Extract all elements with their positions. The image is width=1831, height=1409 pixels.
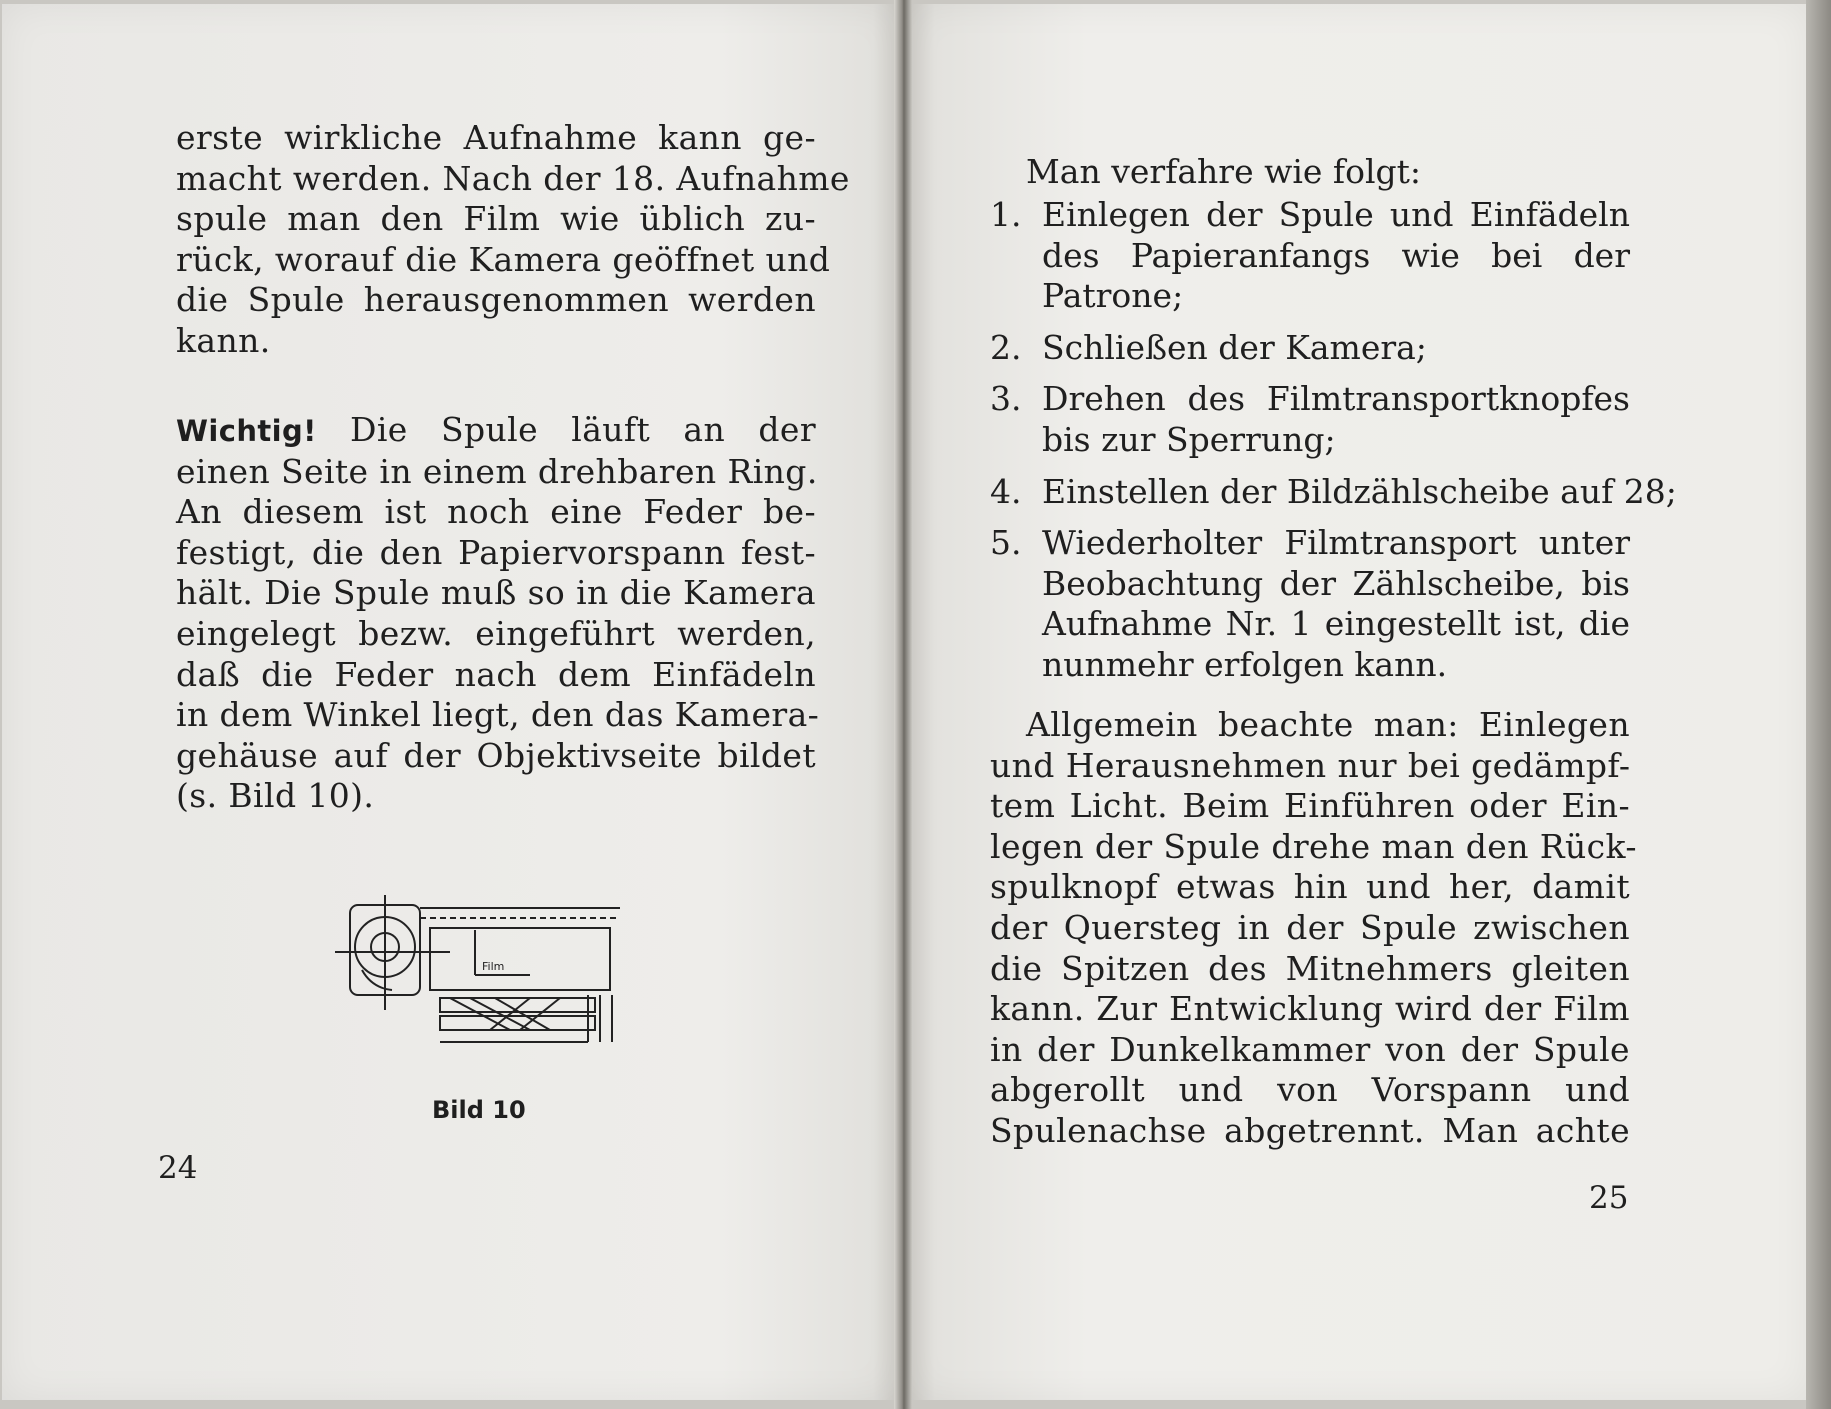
text-line: macht werden. Nach der 18. Aufnahme [176, 158, 850, 198]
wichtig-label: Wichtig! [176, 414, 317, 448]
text-line: Beobachtung der Zählscheibe, bis [1042, 563, 1630, 603]
page-edge [1806, 0, 1831, 1409]
text-line: in der Dunkelkammer von der Spule [990, 1029, 1630, 1069]
text-line: Allgemein beachte man: Einlegen [1026, 705, 1630, 744]
text-line: bis zur Sperrung; [1042, 419, 1336, 459]
text-line: Schließen der Kamera; [1042, 327, 1427, 367]
text-line: Einlegen der Spule und Einfädeln [1042, 195, 1630, 234]
text-line: festigt, die den Papiervorspann fest- [176, 532, 816, 572]
text-line: Aufnahme Nr. 1 eingestellt ist, die [1042, 604, 1630, 644]
text-line: An diesem ist noch eine Feder be- [176, 492, 816, 532]
text-line: spulknopf etwas hin und her, damit [990, 867, 1630, 907]
text-line: daß die Feder nach dem Einfädeln [176, 654, 816, 694]
text-line: kann. [176, 320, 271, 360]
list-number: 5. [990, 523, 1022, 563]
text-line: erste wirkliche Aufnahme kann ge- [176, 118, 816, 157]
text-line: hält. Die Spule muß so in die Kamera [176, 573, 816, 613]
list-item [990, 523, 1630, 685]
list-item [990, 195, 1630, 317]
text-line: Drehen des Filmtransportknopfes [1042, 379, 1630, 419]
figure-label: Film [482, 960, 505, 973]
text-line [176, 410, 816, 452]
text-line: Wiederholter Filmtransport unter [1042, 523, 1630, 563]
list-number: 1. [990, 195, 1022, 234]
left-paragraph-2 [176, 410, 820, 817]
text-line: eingelegt bezw. eingeführt werden, [176, 613, 816, 653]
page-number-right: 25 [1589, 1180, 1629, 1216]
text-line: und Herausnehmen nur bei gedämpf- [990, 745, 1631, 785]
text-line: der Quersteg in der Spule zwischen [990, 907, 1630, 947]
text-line: nunmehr erfolgen kann. [1042, 644, 1448, 684]
text-line: legen der Spule drehe man den Rück- [990, 826, 1637, 866]
list-item [990, 471, 1677, 513]
text-line: (s. Bild 10). [176, 776, 375, 816]
text-line: des Papieranfangs wie bei der [1042, 235, 1630, 275]
spool-diagram [330, 890, 630, 1050]
list-number: 3. [990, 379, 1022, 419]
text-fragment: Die Spule läuft an der [350, 410, 817, 449]
text-line: abgerollt und von Vorspann und [990, 1070, 1630, 1110]
text-line: gehäuse auf der Objektivseite bildet [176, 735, 816, 775]
list-number: 2. [990, 327, 1022, 367]
text-line: Patrone; [1042, 276, 1184, 316]
text-line: kann. Zur Entwicklung wird der Film [990, 989, 1630, 1029]
text-line: spule man den Film wie üblich zu- [176, 199, 816, 239]
page-number-left: 24 [158, 1150, 198, 1186]
text-line: Einstellen der Bildzählscheibe auf 28; [1042, 471, 1677, 511]
text-line: tem Licht. Beim Einführen oder Ein- [990, 786, 1630, 826]
text-line: Spulenachse abgetrennt. Man achte [990, 1110, 1630, 1150]
text-line: in dem Winkel liegt, den das Kamera- [176, 695, 820, 735]
book-gutter [894, 0, 912, 1409]
list-number: 4. [990, 471, 1022, 511]
text-line: die Spule herausgenommen werden [176, 280, 816, 320]
text-line: einen Seite in einem drehbaren Ring. [176, 451, 818, 491]
text-line: die Spitzen des Mitnehmers gleiten [990, 948, 1630, 988]
figure-caption: Bild 10 [432, 1096, 526, 1124]
list-intro: Man verfahre wie folgt: [1026, 152, 1422, 191]
list-item [990, 328, 1630, 369]
text-line: rück, worauf die Kamera geöffnet und [176, 239, 831, 279]
numbered-list [990, 195, 1677, 697]
left-paragraph-1 [176, 118, 850, 362]
list-item [990, 379, 1630, 460]
right-paragraph [990, 705, 1637, 1152]
